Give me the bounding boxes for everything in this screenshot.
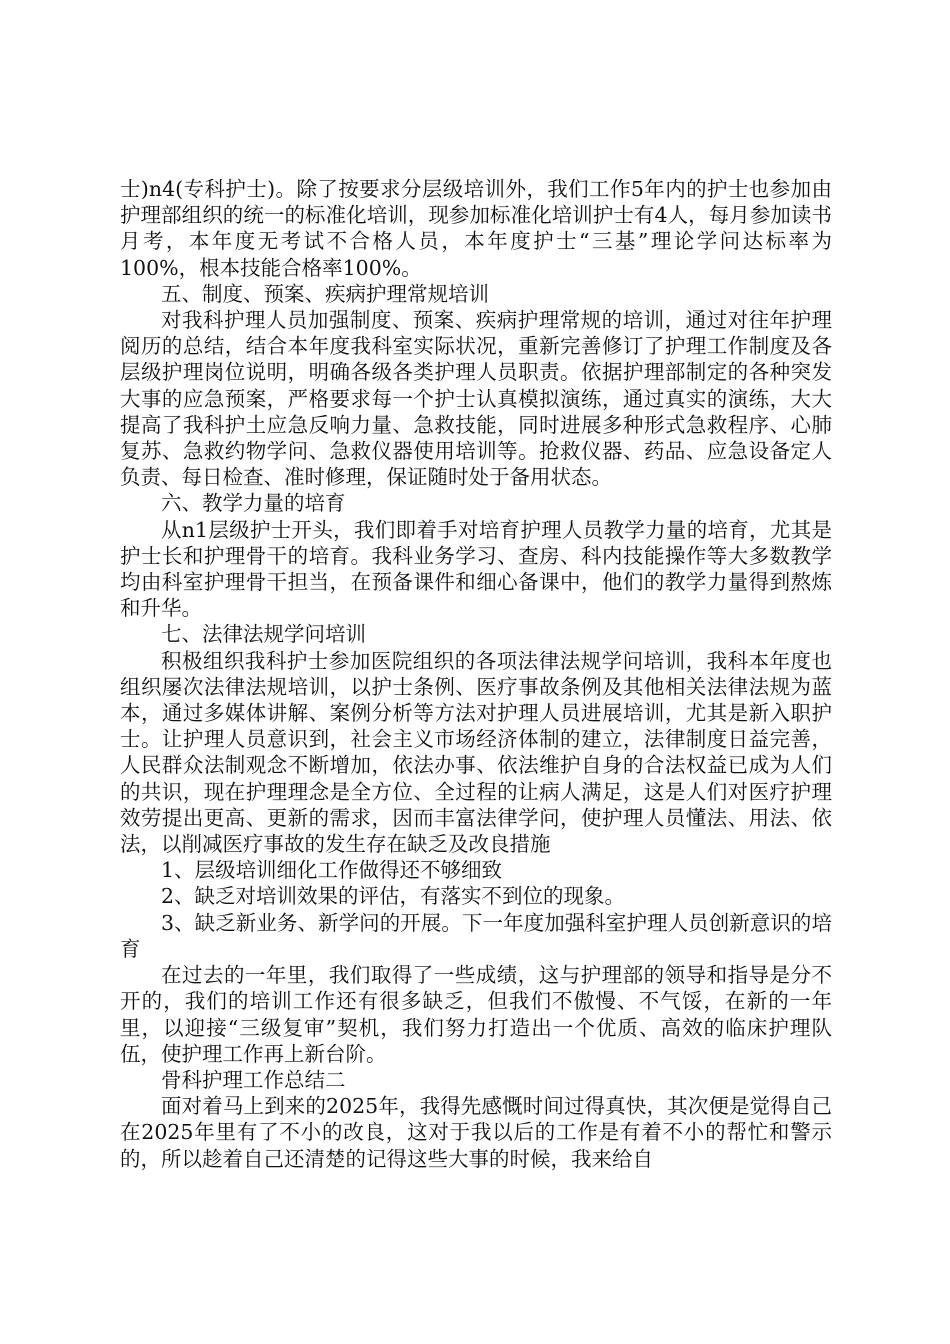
section-heading-6: 六、教学力量的培育: [161, 491, 346, 516]
paragraph-continuation: 士)n4(专科护士)。除了按要求分层级培训外，我们工作5年内的护士也参加由护理部组织的统一的标准化培训，现参加标准化培训护士有4人，每月参加读书月考，本年度无考试不合格人员，本年度护士“三基”理论学问达标率为100%，根本技能合格率100%。: [120, 177, 832, 280]
section-heading-7: 七、法律法规学问培训: [161, 622, 366, 647]
list-item-2: 2、缺乏对培训效果的评估，有落实不到位的现象。: [161, 884, 626, 909]
paragraph-section-6: 从n1层级护士开头，我们即着手对培育护理人员教学力量的培育，尤其是护士长和护理骨干的培育。我科业务学习、查房、科内技能操作等大多数教学均由科室护理骨干担当，在预备课件和细心备课中，他们的教学力量得到熬炼和升华。: [120, 517, 832, 621]
paragraph-summary-2-intro: 面对着马上到来的2025年，我得先感慨时间过得真快，其次便是觉得自己在2025年里有了不小的改良，这对于我以后的工作是有着不小的帮忙和警示的，所以趁着自己还清楚的记得这些大事的时候，我来给自: [120, 1094, 832, 1171]
list-item-3: 3、缺乏新业务、新学问的开展。下一年度加强科室护理人员创新意识的培育: [120, 910, 832, 961]
document-body: [120, 176, 832, 1172]
paragraph-conclusion: 在过去的一年里，我们取得了一些成绩，这与护理部的领导和指导是分不开的，我们的培训工作还有很多缺乏，但我们不傲慢、不气馁，在新的一年里，以迎接“三级复审”契机，我们努力打造出一个优质、高效的临床护理队伍，使护理工作再上新台阶。: [120, 963, 832, 1066]
list-item-1: 1、层级培训细化工作做得还不够细致: [161, 858, 503, 883]
section-heading-5: 五、制度、预案、疾病护理常规培训: [161, 281, 489, 306]
paragraph-section-5: 对我科护理人员加强制度、预案、疾病护理常规的培训，通过对往年护理阅历的总结，结合本年度我科室实际状况，重新完善修订了护理工作制度及各层级护理岗位说明，明确各级各类护理人员职责。依据护理部制定的各种突发大事的应急预案，严格要求每一个护士认真模拟演练，通过真实的演练，大大提高了我科护土应急反响力量、急救技能，同时进展多种形式急救程序、心肺复苏、急救约物学问、急救仪器使用培训等。抢救仪器、药品、应急设备定人负责、每日检查、准时修理，保证随时处于备用状态。: [120, 308, 832, 490]
paragraph-section-7: 积极组织我科护士参加医院组织的各项法律法规学问培训，我科本年度也组织屡次法律法规培训，以护士条例、医疗事故条例及其他相关法律法规为蓝本，通过多媒体讲解、案例分析等方法对护理人员进展培训，尤其是新入职护士。让护理人员意识到，社会主义市场经济体制的建立，法律制度日益完善，人民群众法制观念不断增加，依法办事、依法维护自身的合法权益已成为人们的共识，现在护理理念是全方位、全过程的让病人满足，这是人们对医疗护理效劳提出更高、更新的需求，因而丰富法律学问，使护理人员懂法、用法、依法，以削减医疗事故的发生存在缺乏及改良措施: [120, 648, 832, 857]
section-heading-summary-2: 骨科护理工作总结二: [161, 1067, 346, 1092]
